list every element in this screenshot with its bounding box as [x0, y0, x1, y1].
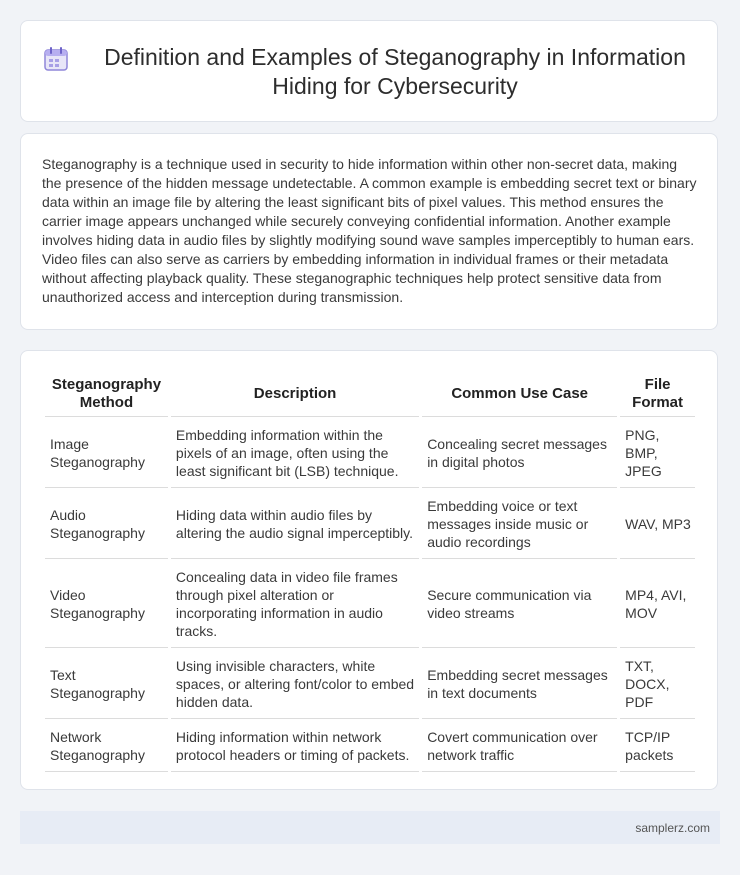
- cell-method: Network Steganography: [45, 720, 168, 772]
- cell-description: Using invisible characters, white spaces, or altering font/color to embed hidden data.: [171, 649, 419, 719]
- title-card: [20, 20, 718, 122]
- cell-use-case: Concealing secret messages in digital photos: [422, 418, 617, 488]
- intro-paragraph: Steganography is a technique used in security to hide information within other non-secret data, making the presence of the hidden message undetectable. A common example is embedding secret text or binary data within an image file by altering the least significant bits of pixel values. This method ensures the carrier image appears unchanged while securely conveying confidential information. Another example involves hiding data in audio files by slightly modifying sound wave samples imperceptibly to human ears. Video files can also serve as carriers by embedding information in individual frames or their metadata without affecting playback quality. These steganographic techniques help protect sensitive data from unauthorized access and interception during transmission.: [42, 156, 697, 305]
- cell-format: TCP/IP packets: [620, 720, 695, 772]
- table-row: [45, 418, 695, 488]
- steganography-table: [42, 371, 698, 773]
- table-row: [45, 560, 695, 648]
- cell-use-case: Embedding voice or text messages inside music or audio recordings: [422, 489, 617, 559]
- cell-format: WAV, MP3: [620, 489, 695, 559]
- column-header-format: File Format: [620, 372, 695, 417]
- footer-bar: [20, 811, 720, 844]
- cell-description: Concealing data in video file frames through pixel alteration or incorporating information in audio tracks.: [171, 560, 419, 648]
- title-bar: [43, 43, 701, 101]
- intro-card: [20, 133, 718, 330]
- cell-method: Image Steganography: [45, 418, 168, 488]
- page-title: Definition and Examples of Steganography in Information Hiding for Cybersecurity: [104, 44, 686, 99]
- table-row: [45, 649, 695, 719]
- calendar-icon: [43, 46, 69, 72]
- cell-description: Embedding information within the pixels of an image, often using the least significant bit (LSB) technique.: [171, 418, 419, 488]
- cell-format: MP4, AVI, MOV: [620, 560, 695, 648]
- table-row: [45, 489, 695, 559]
- column-header-method: Steganography Method: [45, 372, 168, 417]
- cell-use-case: Secure communication via video streams: [422, 560, 617, 648]
- cell-format: TXT, DOCX, PDF: [620, 649, 695, 719]
- cell-description: Hiding information within network protocol headers or timing of packets.: [171, 720, 419, 772]
- footer-brand[interactable]: samplerz.com: [635, 821, 710, 835]
- cell-method: Audio Steganography: [45, 489, 168, 559]
- cell-format: PNG, BMP, JPEG: [620, 418, 695, 488]
- cell-use-case: Embedding secret messages in text documents: [422, 649, 617, 719]
- cell-method: Text Steganography: [45, 649, 168, 719]
- column-header-use-case: Common Use Case: [422, 372, 617, 417]
- cell-description: Hiding data within audio files by altering the audio signal imperceptibly.: [171, 489, 419, 559]
- table-row: [45, 720, 695, 772]
- cell-use-case: Covert communication over network traffic: [422, 720, 617, 772]
- column-header-description: Description: [171, 372, 419, 417]
- table-card: [20, 350, 718, 790]
- table-header-row: [45, 372, 695, 417]
- cell-method: Video Steganography: [45, 560, 168, 648]
